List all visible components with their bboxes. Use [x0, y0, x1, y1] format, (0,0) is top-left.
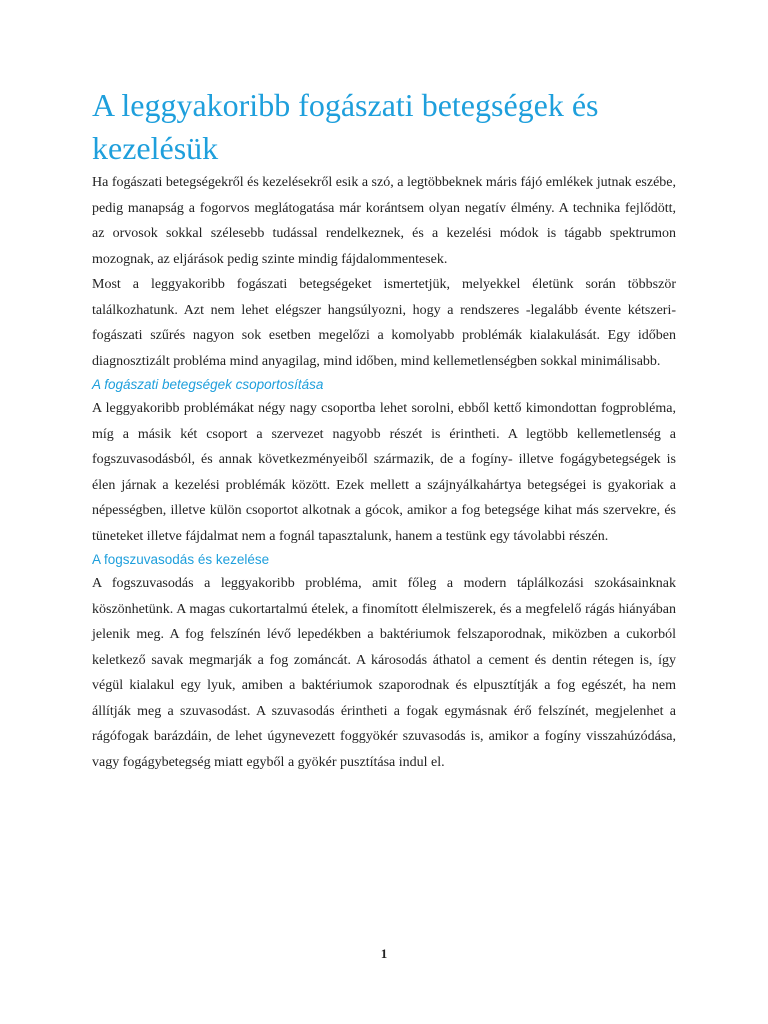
section-heading-caries: A fogszuvasodás és kezelése: [92, 552, 270, 567]
document-page: [92, 84, 676, 775]
section-paragraph-caries: A fogszuvasodás a leggyakoribb probléma, amit főleg a modern táplálkozási szokásainknak köszönhetünk. A magas cukortartalmú ételek, a finomított élelmiszerek, és a megfelelő rágás hiányában jelenik meg. A fog felszínén lévő lepedékben a baktériumok felszaporodnak, miközben a cukorból keletkező savak megmarják a fog zománcát. A károsodás áthatol a cement és dentin rétegen is, így végül kialakul egy lyuk, amiben a baktériumok szaporodnak és elpusztítják a fog egészét, ha nem állítják meg a szuvasodást. A szuvasodás érintheti a fogak egymásnak érő felszínét, megjelenhet a rágófogak barázdáin, de lehet úgynevezett foggyökér szuvasodás is, amikor a fogíny visszahúzódása, vagy fogágybetegség miatt egyből a gyökér pusztítása indul el.: [92, 576, 676, 770]
section-heading-grouping: A fogászati betegségek csoportosítása: [92, 377, 324, 392]
page-number: 1: [380, 946, 388, 961]
intro-paragraph-2: Most a leggyakoribb fogászati betegségeket ismertetjük, melyekkel életünk során többször találkozhatunk. Azt nem lehet elégszer hangsúlyozni, hogy a rendszeres -legalább évente kétszeri-fogászati szűrés nagyon sok esetben megelőzi a komolyabb problémák kialakulását. Egy időben diagnosztizált probléma mind anyagilag, mind időben, mind kellemetlenségben sokkal minimálisabb.: [92, 277, 676, 369]
section-paragraph-grouping: A leggyakoribb problémákat négy nagy csoportba lehet sorolni, ebből kettő kimondottan fogprobléma, míg a másik két csoport a szervezet nagyobb részét is érintheti. A legtöbb kellemetlenség a fogszuvasodásból, és annak következményeiből származik, de a fogíny- illetve fogágybetegségek is élen járnak a kezelési problémák között. Ezek mellett a szájnyálkahártya betegségei is gyakoriak a népességben, illetve külön csoportot alkotnak a gócok, amikor a fog betegsége kihat más szervekre, és tüneteket illetve fájdalmat nem a fognál tapasztalunk, hanem a testünk egy távolabbi részén.: [92, 401, 676, 544]
intro-paragraph-1: Ha fogászati betegségekről és kezelésekről esik a szó, a legtöbbeknek máris fájó emlékek jutnak eszébe, pedig manapság a fogorvos meglátogatása már korántsem olyan negatív élmény. A technika fejlődött, az orvosok sokkal szélesebb tudással rendelkeznek, és a kezelési módok is tágabb spektrumon mozognak, az eljárások pedig szinte mindig fájdalommentesek.: [92, 175, 676, 267]
document-title: A leggyakoribb fogászati betegségek és kezelésük: [92, 87, 599, 166]
